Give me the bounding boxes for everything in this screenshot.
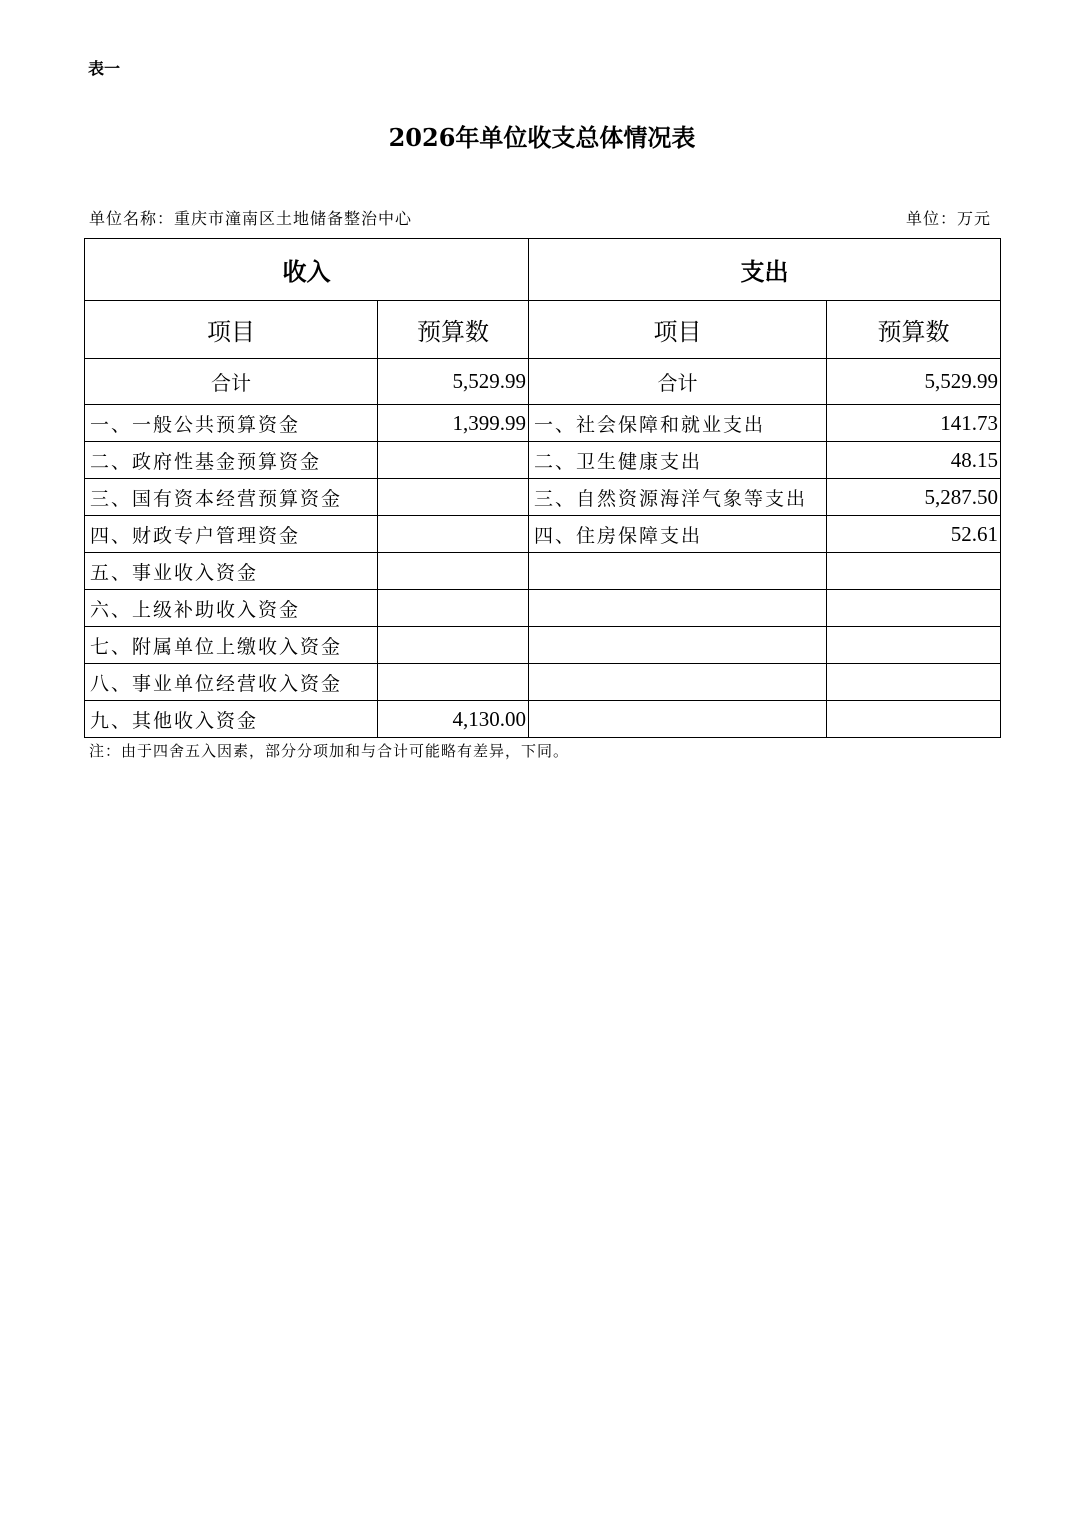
income-item: 六、上级补助收入资金 (85, 590, 378, 627)
table-row (85, 627, 1001, 664)
income-amount (378, 516, 529, 553)
income-amount (378, 664, 529, 701)
expense-amount: 5,287.50 (827, 479, 1001, 516)
table-row (85, 664, 1001, 701)
table-row (85, 701, 1001, 738)
table-row (85, 405, 1001, 442)
expense-item (529, 590, 827, 627)
expense-amount (827, 553, 1001, 590)
income-total-amount: 5,529.99 (378, 359, 529, 405)
income-item: 一、一般公共预算资金 (85, 405, 378, 442)
table-row (85, 516, 1001, 553)
expense-item-header: 项目 (529, 301, 827, 359)
expense-amount (827, 701, 1001, 738)
page-title: 2026年单位收支总体情况表 (388, 123, 696, 152)
budget-summary-table (84, 238, 1001, 738)
expense-amount-header: 预算数 (827, 301, 1001, 359)
expense-item: 二、卫生健康支出 (529, 442, 827, 479)
income-amount: 4,130.00 (378, 701, 529, 738)
column-header-row (85, 301, 1001, 359)
expense-amount (827, 627, 1001, 664)
expense-amount: 48.15 (827, 442, 1001, 479)
expense-amount: 141.73 (827, 405, 1001, 442)
expense-amount (827, 664, 1001, 701)
expense-item: 四、住房保障支出 (529, 516, 827, 553)
income-item: 七、附属单位上缴收入资金 (85, 627, 378, 664)
expense-item (529, 627, 827, 664)
total-row (85, 359, 1001, 405)
expense-total-amount: 5,529.99 (827, 359, 1001, 405)
expense-item: 三、自然资源海洋气象等支出 (529, 479, 827, 516)
expense-item: 一、社会保障和就业支出 (529, 405, 827, 442)
income-item: 二、政府性基金预算资金 (85, 442, 378, 479)
income-item: 三、国有资本经营预算资金 (85, 479, 378, 516)
income-amount (378, 479, 529, 516)
income-item: 五、事业收入资金 (85, 553, 378, 590)
expense-section-header: 支出 (529, 239, 1001, 301)
income-total-label: 合计 (85, 359, 378, 405)
income-amount (378, 553, 529, 590)
section-header-row (85, 239, 1001, 301)
expense-item (529, 664, 827, 701)
income-item: 四、财政专户管理资金 (85, 516, 378, 553)
income-amount (378, 590, 529, 627)
table-number-label: 表一 (88, 59, 121, 78)
expense-amount (827, 590, 1001, 627)
table-row (85, 590, 1001, 627)
expense-item (529, 701, 827, 738)
income-item: 九、其他收入资金 (85, 701, 378, 738)
table-row (85, 442, 1001, 479)
income-section-header: 收入 (85, 239, 529, 301)
income-amount (378, 627, 529, 664)
income-amount (378, 442, 529, 479)
table-row (85, 479, 1001, 516)
unit-name: 单位名称：重庆市潼南区土地储备整治中心 (89, 209, 413, 228)
expense-total-label: 合计 (529, 359, 827, 405)
income-item: 八、事业单位经营收入资金 (85, 664, 378, 701)
footnote: 注：由于四舍五入因素，部分分项加和与合计可能略有差异，下同。 (89, 742, 570, 760)
income-item-header: 项目 (85, 301, 378, 359)
income-amount: 1,399.99 (378, 405, 529, 442)
expense-item (529, 553, 827, 590)
expense-amount: 52.61 (827, 516, 1001, 553)
table-row (85, 553, 1001, 590)
currency-unit: 单位：万元 (906, 209, 992, 228)
income-amount-header: 预算数 (378, 301, 529, 359)
